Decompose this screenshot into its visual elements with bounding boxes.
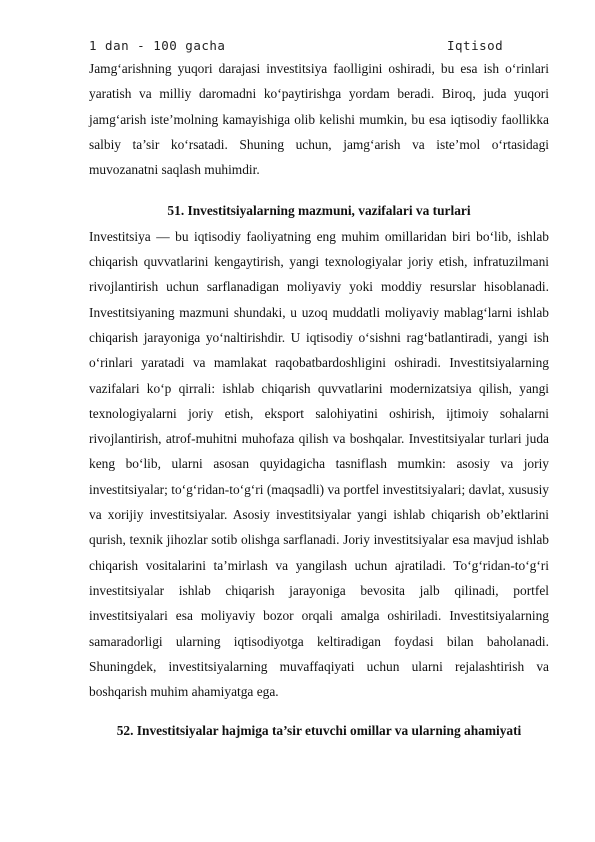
intro-paragraph: Jamg‘arishning yuqori darajasi investitsiya faolligini oshiradi, bu esa ish o‘rinlari yaratish va milliy daromadni ko‘paytirishga yordam beradi. Biroq, juda yuqori jamg‘arish iste’molning kamayishiga olib kelishi mumkin, bu esa iqtisodiy faollikka salbiy ta’sir ko‘rsatadi. Shuning uchun, jamg‘arish va iste’mol o‘rtasidagi muvozanatni saqlash muhimdir.: [89, 61, 549, 178]
header-subject-label: Iqtisod: [447, 38, 504, 53]
section-52-heading: 52. Investitsiyalar hajmiga ta’sir etuvchi omillar va ularning ahamiyati: [116, 723, 522, 739]
spacer: [89, 182, 549, 198]
spacer: [89, 704, 549, 718]
running-header: [89, 36, 549, 56]
section-51-paragraph: Investitsiya — bu iqtisodiy faoliyatning eng muhim omillaridan biri bo‘lib, ishlab chiqarish quvvatlarini kengaytirish, yangi texnologiyalar joriy etish, infratuzilmani rivojlantirish uchun sarflanadigan moliyaviy yoki moddiy resurslar hisoblanadi. Investitsiyaning mazmuni shundaki, u uzoq muddatli moliyaviy mablag‘larni ishlab chiqarish jarayoniga yo‘naltirishdir. U iqtisodiy o‘sishni rag‘batlantiradi, yangi ish o‘rinlari yaratadi va mamlakat raqobatbardoshligini oshiradi. Investitsiyalarning vazifalari ko‘p qirrali: ishlab chiqarish quvvatlarini modernizatsiya qilish, yangi texnologiyalarni joriy etish, eksport salohiyatini oshirish, ijtimoiy sohalarni rivojlantirish, atrof-muhitni muhofaza qilish va boshqalar. Investitsiyalar turlari juda keng bo‘lib, ularni asosan quyidagicha tasniflash mumkin: asosiy va joriy investitsiyalar; to‘g‘ridan-to‘g‘ri (maqsadli) va portfel investitsiyalari; davlat, xususiy va xorijiy investitsiyalar. Asosiy investitsiyalar yangi ishlab chiqarish ob’ektlarini qurish, texnik jihozlar sotib olishga sarflanadi. Joriy investitsiyalar esa mavjud ishlab chiqarish vositalarini ta’mirlash va yangilash uchun ajratiladi. To‘g‘ridan-to‘g‘ri investitsiyalar ishlab chiqarish jarayoniga bevosita jalb qilinadi, portfel investitsiyalari esa moliyaviy bozor orqali amalga oshiriladi. Investitsiyalarning samaradorligi ularning iqtisodiyotga keltiradigan foydasi bilan baholanadi. Shuningdek, investitsiyalarning muvaffaqiyati uchun ularni rejalashtirish va boshqarish muhim ahamiyatga ega.: [89, 228, 549, 700]
section-51-heading: 51. Investitsiyalarning mazmuni, vazifalari va turlari: [167, 203, 471, 219]
document-page: [89, 36, 549, 744]
header-range-label: 1 dan - 100 gacha: [89, 38, 226, 53]
